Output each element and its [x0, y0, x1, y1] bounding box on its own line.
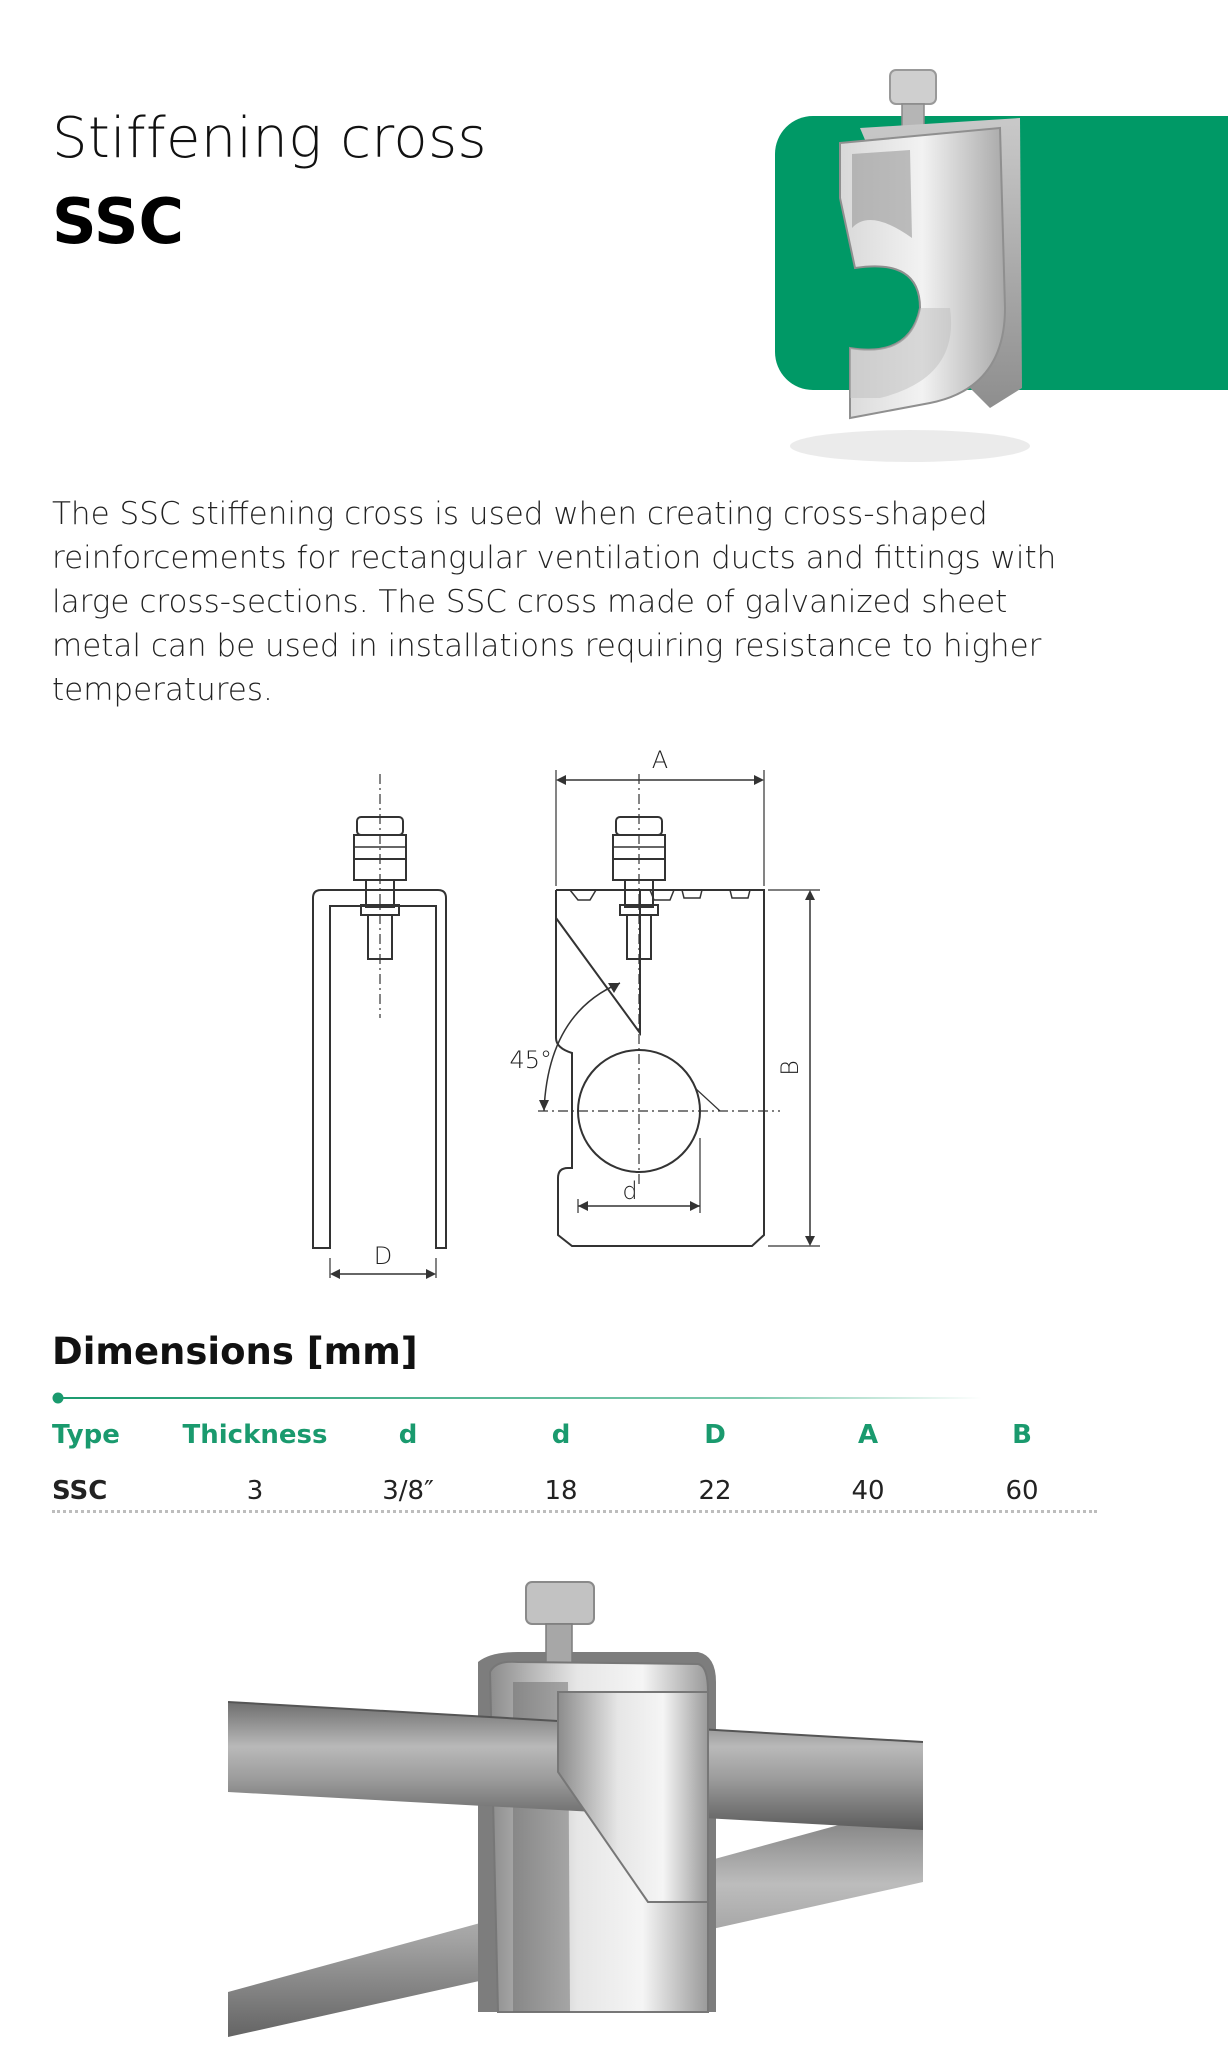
- product-photo-top: [760, 58, 1090, 478]
- col-header-B: B: [1012, 1420, 1032, 1450]
- cell-d-mm: 18: [544, 1476, 578, 1506]
- installation-photo: [228, 1572, 923, 2037]
- page-title: SSC: [52, 185, 185, 258]
- col-header-thickness: Thickness: [182, 1420, 328, 1450]
- col-header-D: D: [704, 1420, 726, 1450]
- col-header-A: A: [857, 1420, 879, 1450]
- label-D: D: [373, 1242, 393, 1270]
- label-A: A: [651, 746, 669, 774]
- heading-rule: [52, 1392, 982, 1404]
- technical-drawing: [290, 718, 930, 1293]
- table-divider: [52, 1510, 1097, 1513]
- cell-B: 60: [1005, 1476, 1039, 1506]
- col-header-d-inch: d: [398, 1420, 418, 1450]
- cell-A: 40: [851, 1476, 885, 1506]
- label-B: B: [776, 1060, 804, 1076]
- label-d: d: [622, 1177, 638, 1205]
- col-header-d-mm: d: [551, 1420, 571, 1450]
- cell-thickness: 3: [246, 1476, 264, 1506]
- label-angle: 45°: [509, 1046, 552, 1074]
- product-description: The SSC stiffening cross is used when creating cross-shaped reinforcements for rectangular ventilation ducts and fittings with large cross-sections. The SSC cross made of galvanized sheet metal can be used in installations requiring resistance to higher temperatures.: [52, 496, 1057, 708]
- cell-type: SSC: [52, 1476, 108, 1506]
- col-header-type: Type: [52, 1420, 120, 1450]
- page-subtitle: Stiffening cross: [52, 106, 487, 171]
- dimensions-heading: Dimensions [mm]: [52, 1330, 418, 1373]
- cell-d-inch: 3/8″: [382, 1476, 434, 1506]
- cell-D: 22: [698, 1476, 732, 1506]
